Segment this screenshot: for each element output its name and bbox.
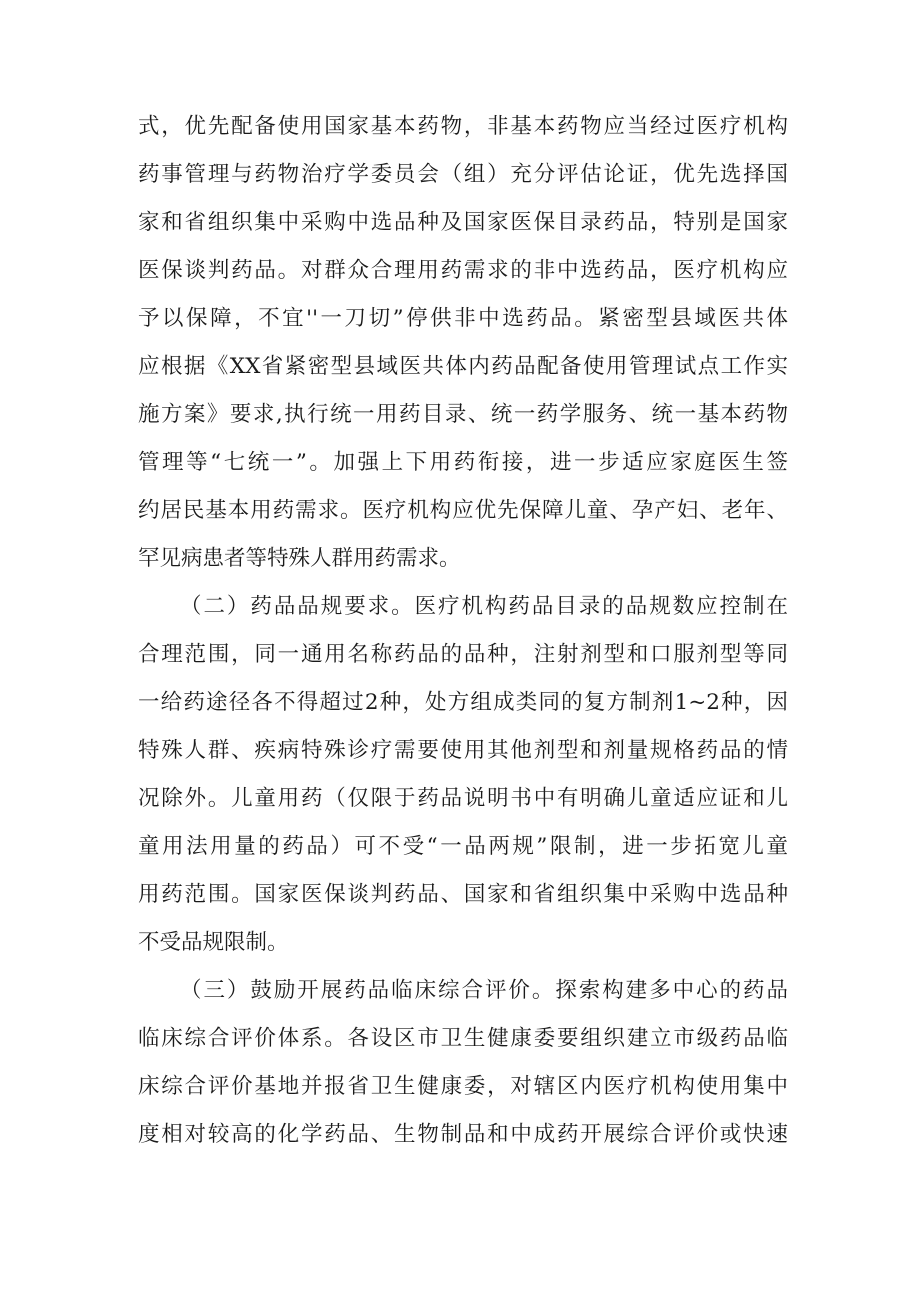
- text-line: 约居民基本用药需求。医疗机构应优先保障儿童、孕产妇、老年、: [138, 498, 788, 523]
- text-line: 管理等“七统一”。加强上下用药衔接，进一步适应家庭医生签: [138, 450, 788, 475]
- text-line: 用药范围。国家医保谈判药品、国家和省组织集中采购中选品种: [138, 882, 788, 907]
- text-line: 况除外。儿童用药（仅限于药品说明书中有明确儿童适应证和儿: [138, 786, 788, 811]
- section-heading-line: （三）鼓励开展药品临床综合评价。探索构建多中心的药品: [180, 978, 788, 1003]
- text-line: 度相对较高的化学药品、生物制品和中成药开展综合评价或快速: [138, 1122, 788, 1147]
- text-line: 童用法用量的药品）可不受“一品两规”限制，进一步拓宽儿童: [138, 834, 788, 859]
- text-line: 合理范围，同一通用名称药品的品种，注射剂型和口服剂型等同: [138, 642, 788, 667]
- text-line: 应根据《XX省紧密型县域医共体内药品配备使用管理试点工作实: [138, 354, 788, 379]
- text-line: 临床综合评价体系。各设区市卫生健康委要组织建立市级药品临: [138, 1026, 788, 1051]
- text-line: 罕见病患者等特殊人群用药需求。: [138, 546, 461, 571]
- text-line: 家和省组织集中采购中选品种及国家医保目录药品，特别是国家: [138, 210, 788, 235]
- text-line: 施方案》要求,执行统一用药目录、统一药学服务、统一基本药物: [138, 402, 788, 427]
- text-line: 特殊人群、疾病特殊诊疗需要使用其他剂型和剂量规格药品的情: [138, 738, 788, 763]
- text-line: 床综合评价基地并报省卫生健康委，对辖区内医疗机构使用集中: [138, 1074, 788, 1099]
- text-line: 一给药途径各不得超过2种，处方组成类同的复方制剂1~2种，因: [138, 690, 788, 715]
- text-line: 式，优先配备使用国家基本药物，非基本药物应当经过医疗机构: [138, 114, 788, 139]
- text-line: 不受品规限制。: [138, 930, 289, 955]
- section-heading-line: （二）药品品规要求。医疗机构药品目录的品规数应控制在: [180, 594, 788, 619]
- text-line: 医保谈判药品。对群众合理用药需求的非中选药品，医疗机构应: [138, 258, 788, 283]
- text-line: 药事管理与药物治疗学委员会（组）充分评估论证，优先选择国: [138, 162, 788, 187]
- text-line: 予以保障，不宜''一刀切”停供非中选药品。紧密型县域医共体: [138, 306, 788, 331]
